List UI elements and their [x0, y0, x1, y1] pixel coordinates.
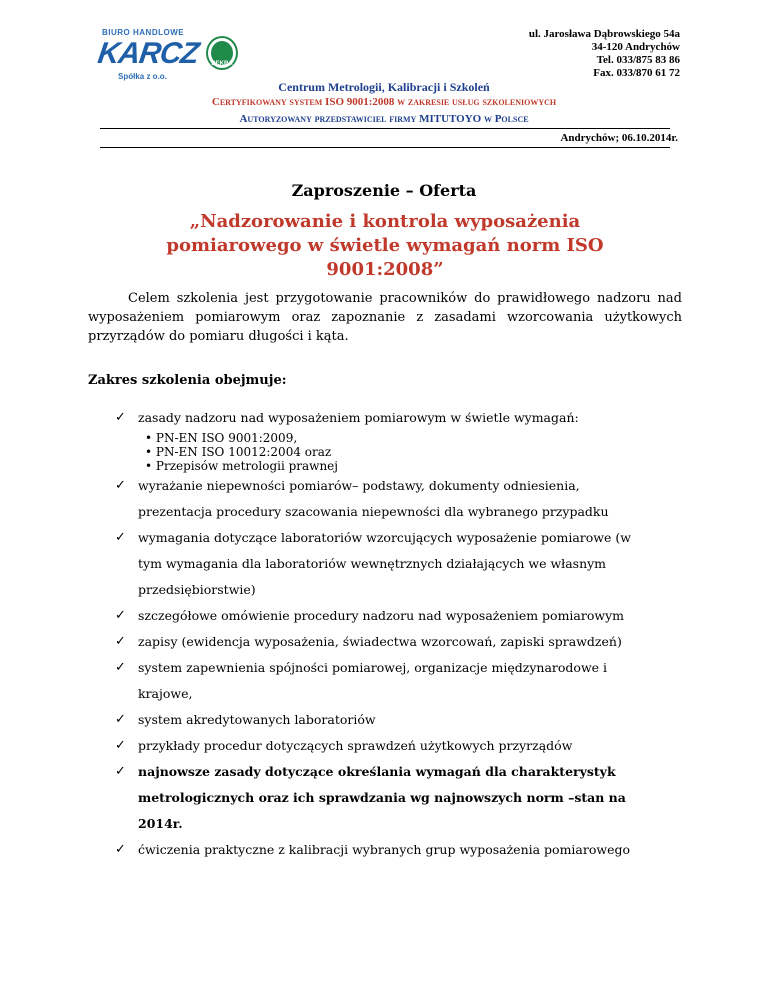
address-street: ul. Jarosława Dąbrowskiego 54a: [528, 28, 680, 40]
list-item: ✓ najnowsze zasady dotyczące określania wymagań dla charakterystyk: [115, 759, 675, 785]
document-title: Zaproszenie – Oferta: [291, 181, 477, 200]
check-icon: ✓: [115, 478, 126, 493]
authorized-line: Autoryzowany przedstawiciel firmy MITUTOYO w Polsce: [239, 113, 529, 125]
training-title: „Nadzorowanie i kontrola wyposażenia pomiarowego w świetle wymagań norm ISO 9001:2008”: [166, 211, 604, 280]
check-icon: ✓: [115, 608, 126, 623]
seal-label: DEKRA: [211, 61, 233, 67]
address-fax: Fax. 033/870 61 72: [593, 67, 680, 79]
sub-item: • Przepisów metrologii prawnej: [145, 459, 339, 473]
list-item-continuation: tym wymagania dla laboratoriów wewnętrznych działających we własnym: [138, 556, 607, 571]
sub-item: • PN-EN ISO 9001:2009,: [145, 431, 298, 445]
list-item-continuation: krajowe,: [138, 686, 193, 701]
dekra-seal-icon: [206, 36, 238, 70]
check-icon: ✓: [115, 712, 126, 727]
list-item-continuation: prezentacja procedury szacowania niepewności dla wybranego przypadku: [138, 504, 609, 519]
scope-heading: Zakres szkolenia obejmuje:: [88, 373, 287, 388]
list-item: ✓ zasady nadzoru nad wyposażeniem pomiarowym w świetle wymagań:: [115, 405, 675, 431]
list-item: ✓ ćwiczenia praktyczne z kalibracji wybranych grup wyposażenia pomiarowego: [115, 837, 675, 863]
document-date: Andrychów; 06.10.2014r.: [560, 132, 678, 144]
check-icon: ✓: [115, 634, 126, 649]
centrum-heading: Centrum Metrologii, Kalibracji i Szkoleń: [278, 80, 490, 94]
scope-list: [115, 405, 675, 863]
logo-wordmark: KARCZ: [95, 37, 201, 70]
check-icon: ✓: [115, 738, 126, 753]
intro-paragraph: [88, 289, 682, 346]
list-item: ✓ wymagania dotyczące laboratoriów wzorcujących wyposażenie pomiarowe (w: [115, 525, 675, 551]
address-city: 34-120 Andrychów: [591, 41, 680, 53]
list-item: ✓ system akredytowanych laboratoriów: [115, 707, 675, 733]
check-icon: ✓: [115, 410, 126, 425]
sub-item: • PN-EN ISO 10012:2004 oraz: [145, 445, 332, 459]
list-item-continuation: 2014r.: [138, 816, 183, 831]
list-item: ✓ szczegółowe omówienie procedury nadzoru nad wyposażeniem pomiarowym: [115, 603, 675, 629]
address-phone: Tel. 033/875 83 86: [596, 54, 680, 66]
check-icon: ✓: [115, 842, 126, 857]
check-icon: ✓: [115, 764, 126, 779]
logo-bottom-text: Spółka z o.o.: [118, 72, 167, 81]
list-item-continuation: metrologicznych oraz ich sprawdzania wg najnowszych norm –stan na: [138, 790, 626, 805]
list-item-continuation: przedsiębiorstwie): [138, 582, 256, 597]
list-item: ✓ wyrażanie niepewności pomiarów– podstawy, dokumenty odniesienia,: [115, 473, 675, 499]
header-divider-bottom: [100, 147, 670, 148]
certification-line: Certyfikowany system ISO 9001:2008 w zakresie usług szkoleniowych: [211, 96, 557, 108]
header-divider-top: [100, 128, 670, 129]
company-logo: [96, 28, 242, 84]
list-item: ✓ system zapewnienia spójności pomiarowej, organizacje międzynarodowe i: [115, 655, 675, 681]
list-item: ✓ przykłady procedur dotyczących sprawdzeń użytkowych przyrządów: [115, 733, 675, 759]
intro-text: Celem szkolenia jest przygotowanie pracowników do prawidłowego nadzoru nad wyposażeniem pomiarowym oraz zapoznanie z zasadami wzorcowania użytkowych przyrządów do pomiaru długości i kąta.: [88, 291, 682, 344]
check-icon: ✓: [115, 530, 126, 545]
list-item: ✓ zapisy (ewidencja wyposażenia, świadectwa wzorcowań, zapiski sprawdzeń): [115, 629, 675, 655]
company-address: [529, 28, 680, 80]
check-icon: ✓: [115, 660, 126, 675]
logo-top-text: BIURO HANDLOWE: [102, 28, 185, 37]
